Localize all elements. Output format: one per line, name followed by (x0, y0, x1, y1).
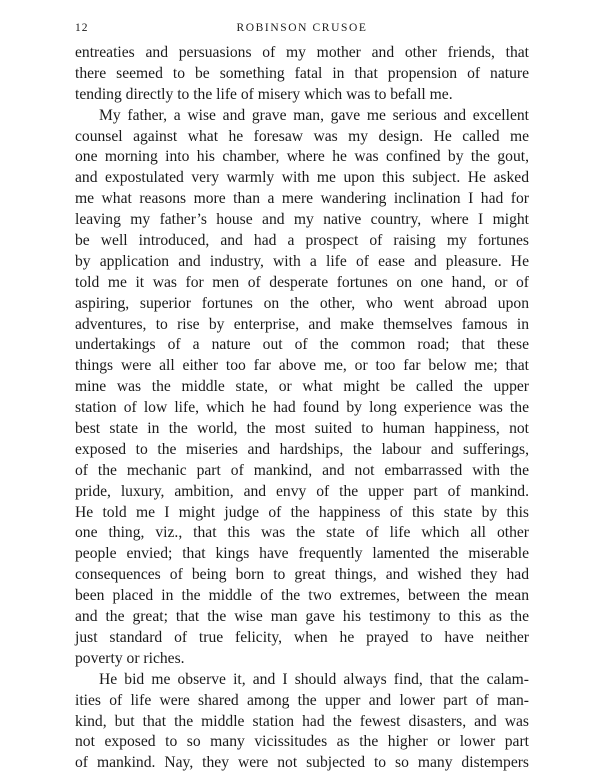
book-page (75, 22, 529, 774)
running-head (75, 22, 529, 42)
text-line: one morning into his chamber, where he was confined by the gout, (75, 148, 529, 166)
paragraph (75, 43, 529, 106)
text-line: mine was the middle state, or what might be called the upper (75, 378, 529, 396)
text-line: My father, a wise and grave man, gave me serious and excellent (99, 106, 529, 124)
text-line: and expostulated very warmly with me upon this subject. He asked (75, 169, 529, 187)
text-line: leaving my father’s house and my native country, where I might (75, 211, 529, 229)
text-line: one thing, viz., that this was the state of life which all other (75, 524, 529, 542)
text-line: ities of life were shared among the upper and lower part of man- (75, 691, 529, 709)
text-line: by application and industry, with a life of ease and pleasure. He (75, 252, 529, 270)
text-line: and the great; that the wise man gave his testimony to this as the (75, 608, 529, 626)
text-line: He told me I might judge of the happiness of this state by this (75, 503, 529, 521)
text-line: consequences of being born to great things, and wished they had (75, 566, 529, 584)
text-line: just standard of true felicity, when he prayed to have neither (75, 628, 529, 646)
text-line: entreaties and persuasions of my mother and other friends, that (75, 44, 529, 61)
text-line: poverty or riches. (75, 649, 185, 667)
paragraph (75, 106, 529, 670)
text-line: pride, luxury, ambition, and envy of the upper part of mankind. (75, 482, 529, 500)
page-number: 12 (75, 22, 89, 34)
text-line: people envied; that kings have frequently lamented the miserable (75, 545, 529, 563)
text-line: station of low life, which he had found by long experience was the (75, 399, 529, 417)
text-line: adventures, to rise by enterprise, and make themselves famous in (75, 315, 529, 333)
text-line: of the mechanic part of mankind, and not embarrassed with the (75, 461, 529, 479)
text-line: best state in the world, the most suited to human happiness, not (75, 420, 529, 438)
text-line: there seemed to be something fatal in that propension of nature (75, 64, 529, 82)
text-line: things were all either too far above me, or too far below me; that (75, 357, 529, 375)
text-line: counsel against what he foresaw was my design. He called me (75, 127, 529, 145)
text-line: me what reasons more than a mere wandering inclination I had for (75, 190, 529, 208)
paragraph (75, 670, 529, 774)
book-title: ROBINSON CRUSOE (236, 22, 368, 34)
text-line: told me it was for men of desperate fortunes on one hand, or of (75, 273, 529, 291)
text-line: not exposed to so many vicissitudes as the higher or lower part (75, 733, 529, 751)
text-line: undertakings of a nature out of the common road; that these (75, 336, 529, 354)
text-line: be well introduced, and had a prospect of raising my fortunes (75, 232, 529, 250)
text-line: aspiring, superior fortunes on the other, who went abroad upon (75, 294, 529, 312)
text-line: exposed to the miseries and hardships, the labour and sufferings, (75, 440, 529, 458)
text-line: been placed in the middle of the two extremes, between the mean (75, 587, 529, 605)
text-line: kind, but that the middle station had the fewest disasters, and was (75, 712, 529, 730)
text-line: He bid me observe it, and I should always find, that the calam- (99, 670, 529, 688)
text-line: of mankind. Nay, they were not subjected to so many distempers (75, 754, 529, 772)
body-text (75, 43, 529, 774)
text-line: tending directly to the life of misery which was to befall me. (75, 85, 453, 103)
